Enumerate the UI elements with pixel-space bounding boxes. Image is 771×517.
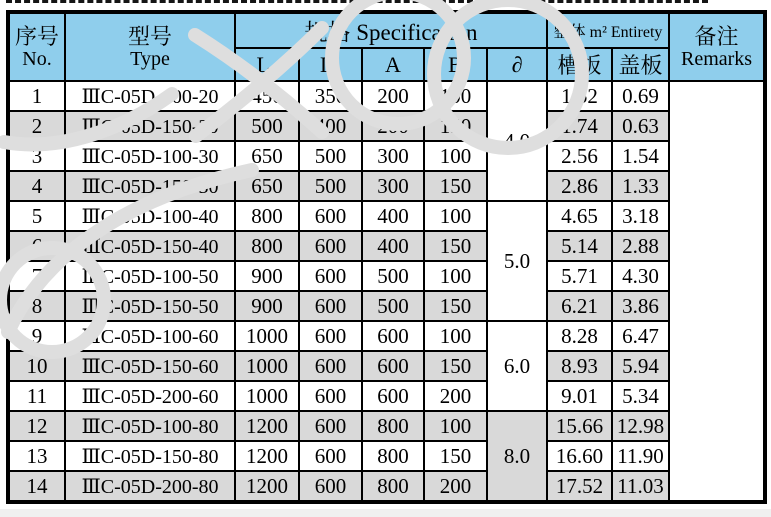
cell-groove: 9.01 <box>547 381 612 411</box>
cell-type: ⅢC-05D-150-30 <box>65 171 235 201</box>
cell-no: 9 <box>8 321 65 351</box>
cell-a: 600 <box>362 321 424 351</box>
cell-l2: 500 <box>299 141 362 171</box>
cell-b: 150 <box>424 111 487 141</box>
cell-l2: 600 <box>299 261 362 291</box>
cell-no: 1 <box>8 81 65 111</box>
cell-l1: 500 <box>235 111 299 141</box>
cell-no: 12 <box>8 411 65 441</box>
cell-b: 150 <box>424 351 487 381</box>
cell-l2: 600 <box>299 411 362 441</box>
cell-a: 500 <box>362 291 424 321</box>
cell-cover: 11.03 <box>612 471 669 502</box>
cell-l1: 1000 <box>235 381 299 411</box>
cell-l2: 600 <box>299 291 362 321</box>
cell-a: 400 <box>362 201 424 231</box>
cell-b: 150 <box>424 291 487 321</box>
cell-l1: 1200 <box>235 471 299 502</box>
spec-table <box>6 10 767 504</box>
cell-l1: 900 <box>235 261 299 291</box>
cell-l2: 600 <box>299 231 362 261</box>
cell-cover: 2.88 <box>612 231 669 261</box>
header-type-cn: 型号 <box>127 23 172 49</box>
header-type-en: Type <box>130 48 170 71</box>
cell-groove: 8.93 <box>547 351 612 381</box>
table-row <box>8 351 765 381</box>
table-row <box>8 111 765 141</box>
cell-cover: 1.54 <box>612 141 669 171</box>
cell-a: 500 <box>362 261 424 291</box>
cell-remarks-merged <box>669 81 765 502</box>
cell-l2: 600 <box>299 441 362 471</box>
cell-no: 11 <box>8 381 65 411</box>
cell-l1: 1000 <box>235 321 299 351</box>
cell-groove: 16.60 <box>547 441 612 471</box>
cell-type: ⅢC-05D-200-60 <box>65 381 235 411</box>
header-a: A <box>362 48 424 81</box>
table-row <box>8 411 765 441</box>
cell-groove: 5.14 <box>547 231 612 261</box>
cell-type: ⅢC-05D-150-80 <box>65 441 235 471</box>
table-row <box>8 471 765 502</box>
header-no-en: No. <box>22 48 52 71</box>
cell-l2: 600 <box>299 351 362 381</box>
cell-type: ⅢC-05D-100-20 <box>65 81 235 111</box>
cell-a: 600 <box>362 381 424 411</box>
cell-cover: 3.86 <box>612 291 669 321</box>
cell-partial-merged: 8.0 <box>487 411 547 502</box>
cell-a: 200 <box>362 111 424 141</box>
cell-b: 100 <box>424 321 487 351</box>
cell-b: 150 <box>424 441 487 471</box>
cell-no: 6 <box>8 231 65 261</box>
cell-cover: 0.69 <box>612 81 669 111</box>
cell-type: ⅢC-05D-150-20 <box>65 111 235 141</box>
cell-partial-merged: 4.0 <box>487 81 547 201</box>
table-row <box>8 231 765 261</box>
cell-a: 800 <box>362 471 424 502</box>
header-cover-plate: 盖板 <box>612 48 669 81</box>
cell-l1: 900 <box>235 291 299 321</box>
table-row <box>8 261 765 291</box>
header-no-cn: 序号 <box>14 23 59 49</box>
cell-a: 800 <box>362 441 424 471</box>
page-top-dashed-line <box>6 0 708 3</box>
header-remarks <box>669 12 765 81</box>
cell-l2: 350 <box>299 81 362 111</box>
cell-groove: 6.21 <box>547 291 612 321</box>
table-row <box>8 321 765 351</box>
table-row <box>8 81 765 111</box>
header-specification: 规格 Specification <box>235 12 547 48</box>
cell-l1: 450 <box>235 81 299 111</box>
cell-no: 13 <box>8 441 65 471</box>
cell-l2: 400 <box>299 111 362 141</box>
header-l1: L₁ <box>235 48 299 81</box>
cell-b: 100 <box>424 411 487 441</box>
cell-b: 100 <box>424 201 487 231</box>
cell-no: 8 <box>8 291 65 321</box>
header-type <box>65 12 235 81</box>
header-groove-plate: 槽板 <box>547 48 612 81</box>
cell-no: 4 <box>8 171 65 201</box>
cell-no: 2 <box>8 111 65 141</box>
cell-cover: 3.18 <box>612 201 669 231</box>
cell-no: 7 <box>8 261 65 291</box>
header-partial: ∂ <box>487 48 547 81</box>
cell-b: 150 <box>424 231 487 261</box>
table-row <box>8 291 765 321</box>
cell-type: ⅢC-05D-150-50 <box>65 291 235 321</box>
table-header <box>8 12 765 81</box>
cell-b: 200 <box>424 471 487 502</box>
cell-no: 3 <box>8 141 65 171</box>
header-b: B <box>424 48 487 81</box>
cell-cover: 11.90 <box>612 441 669 471</box>
cell-b: 100 <box>424 81 487 111</box>
cell-no: 10 <box>8 351 65 381</box>
cell-groove: 5.71 <box>547 261 612 291</box>
table-row <box>8 141 765 171</box>
cell-cover: 6.47 <box>612 321 669 351</box>
cell-b: 200 <box>424 381 487 411</box>
cell-l2: 600 <box>299 471 362 502</box>
header-no <box>8 12 65 81</box>
cell-l1: 650 <box>235 171 299 201</box>
cell-cover: 0.63 <box>612 111 669 141</box>
header-remarks-en: Remarks <box>681 48 753 71</box>
cell-cover: 12.98 <box>612 411 669 441</box>
cell-l2: 500 <box>299 171 362 201</box>
cell-groove: 4.65 <box>547 201 612 231</box>
cell-b: 100 <box>424 261 487 291</box>
cell-groove: 8.28 <box>547 321 612 351</box>
cell-groove: 2.86 <box>547 171 612 201</box>
header-l2: L₂ <box>299 48 362 81</box>
cell-groove: 1.52 <box>547 81 612 111</box>
cell-cover: 5.94 <box>612 351 669 381</box>
cell-cover: 5.34 <box>612 381 669 411</box>
cell-b: 100 <box>424 141 487 171</box>
cell-l1: 800 <box>235 201 299 231</box>
cell-type: ⅢC-05D-100-30 <box>65 141 235 171</box>
table-body <box>8 81 765 502</box>
cell-a: 300 <box>362 171 424 201</box>
cell-l2: 600 <box>299 321 362 351</box>
cell-a: 400 <box>362 231 424 261</box>
cell-cover: 4.30 <box>612 261 669 291</box>
cell-type: ⅢC-05D-100-60 <box>65 321 235 351</box>
cell-type: ⅢC-05D-200-80 <box>65 471 235 502</box>
cell-l1: 650 <box>235 141 299 171</box>
cell-a: 200 <box>362 81 424 111</box>
cell-a: 300 <box>362 141 424 171</box>
cell-groove: 1.74 <box>547 111 612 141</box>
header-remarks-cn: 备注 <box>694 23 739 49</box>
cell-l2: 600 <box>299 201 362 231</box>
page-bottom-strip <box>0 509 771 517</box>
cell-type: ⅢC-05D-150-40 <box>65 231 235 261</box>
cell-type: ⅢC-05D-100-50 <box>65 261 235 291</box>
cell-partial-merged: 5.0 <box>487 201 547 321</box>
cell-a: 800 <box>362 411 424 441</box>
header-entirety: 整体 m² Entirety <box>547 12 669 48</box>
cell-groove: 17.52 <box>547 471 612 502</box>
cell-type: ⅢC-05D-100-80 <box>65 411 235 441</box>
table-row <box>8 201 765 231</box>
table-row <box>8 171 765 201</box>
cell-partial-merged: 6.0 <box>487 321 547 411</box>
cell-l1: 1200 <box>235 441 299 471</box>
cell-no: 5 <box>8 201 65 231</box>
cell-l2: 600 <box>299 381 362 411</box>
table-row <box>8 381 765 411</box>
cell-groove: 2.56 <box>547 141 612 171</box>
cell-cover: 1.33 <box>612 171 669 201</box>
cell-type: ⅢC-05D-100-40 <box>65 201 235 231</box>
cell-b: 150 <box>424 171 487 201</box>
cell-groove: 15.66 <box>547 411 612 441</box>
cell-l1: 1000 <box>235 351 299 381</box>
cell-l1: 1200 <box>235 411 299 441</box>
table-row <box>8 441 765 471</box>
cell-type: ⅢC-05D-150-60 <box>65 351 235 381</box>
cell-l1: 800 <box>235 231 299 261</box>
cell-a: 600 <box>362 351 424 381</box>
cell-no: 14 <box>8 471 65 502</box>
